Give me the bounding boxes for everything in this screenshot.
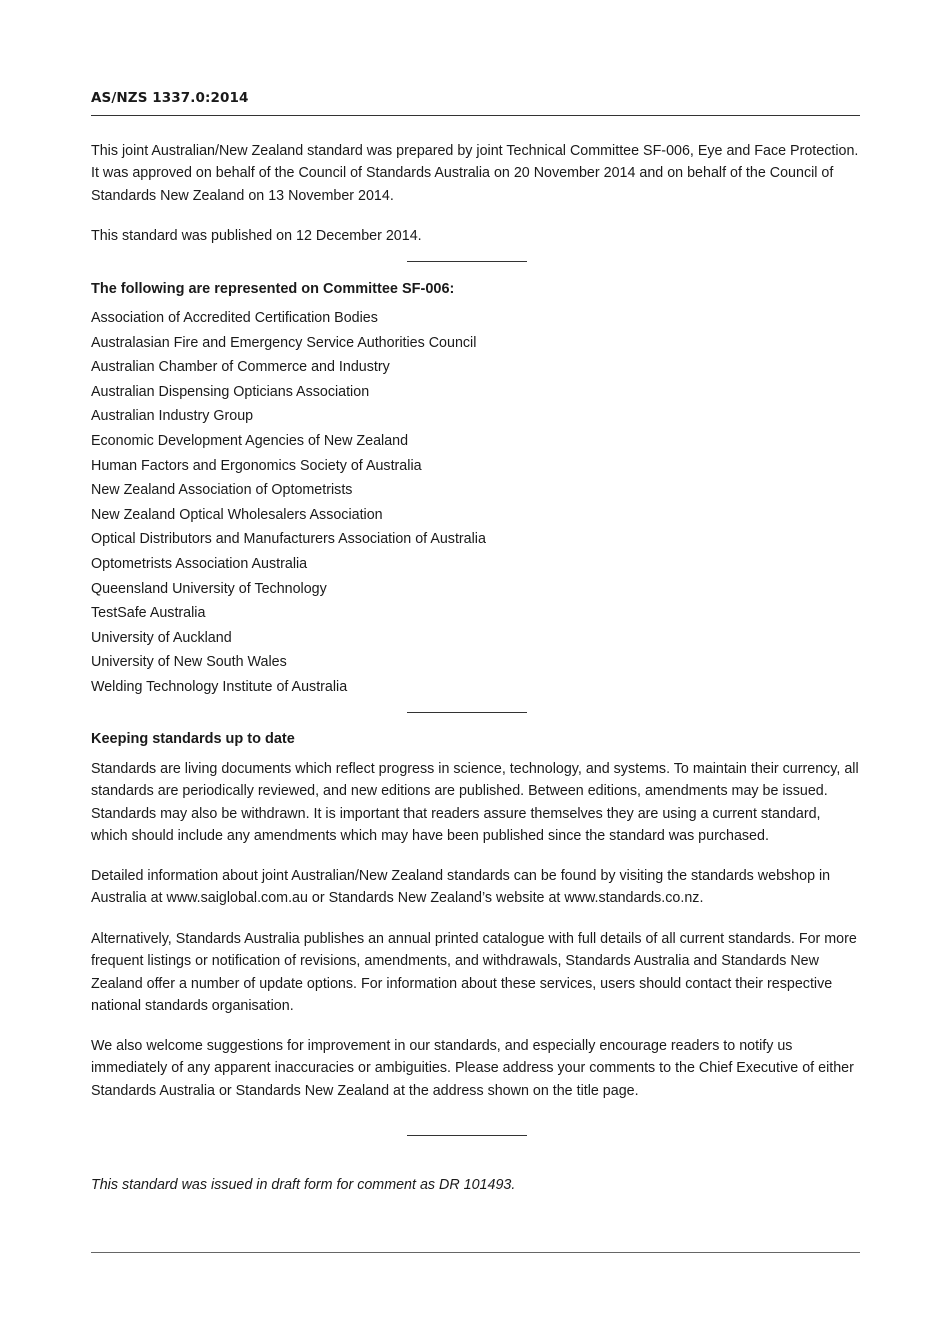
- list-item: Human Factors and Ergonomics Society of Australia: [91, 457, 422, 474]
- list-item: Australian Chamber of Commerce and Industry: [91, 359, 390, 376]
- section-divider-1: [407, 261, 527, 262]
- list-item: Optical Distributors and Manufacturers Association of Australia: [91, 531, 486, 548]
- committee-member-list: [91, 307, 486, 701]
- list-item: Association of Accredited Certification Bodies: [91, 310, 378, 326]
- list-item: Australian Dispensing Opticians Association: [91, 383, 370, 400]
- draft-note: This standard was issued in draft form for comment as DR 101493.: [91, 1177, 516, 1193]
- suggestions-paragraph: We also welcome suggestions for improvement in our standards, and especially encourage readers to notify us immediately of any apparent inaccuracies or ambiguities. Please address your comments to the Chief Executive of either Standards Australia or Standards New Zealand at the address shown on the title page.: [91, 1038, 854, 1099]
- list-item: Welding Technology Institute of Australia: [91, 678, 348, 695]
- list-item: Economic Development Agencies of New Zealand: [91, 432, 409, 449]
- approval-paragraph: This joint Australian/New Zealand standard was prepared by joint Technical Committee SF-006, Eye and Face Protection. It was approved on behalf of the Council of Standards Australia on 20 November 2014 and on behalf of the Council of Standards New Zealand on 13 November 2014.: [91, 143, 859, 204]
- list-item: University of New South Wales: [91, 654, 287, 671]
- list-item: New Zealand Optical Wholesalers Association: [91, 506, 383, 523]
- living-documents-paragraph: Standards are living documents which reflect progress in science, technology, and systems. To maintain their currency, all standards are periodically reviewed, and new editions are published. Between editions, amendments may be issued. Standards may also be withdrawn. It is important that readers assure themselves they are using a current standard, which should include any amendments which may have been published since the standard was purchased.: [91, 761, 859, 845]
- list-item: Queensland University of Technology: [91, 580, 327, 597]
- keeping-up-to-date-heading: Keeping standards up to date: [91, 731, 295, 747]
- footer-rule: [91, 1252, 860, 1253]
- committee-heading: The following are represented on Committee SF-006:: [91, 281, 455, 297]
- list-item: University of Auckland: [91, 629, 232, 646]
- list-item: Australian Industry Group: [91, 408, 254, 425]
- section-divider-2: [407, 712, 527, 713]
- section-divider-3: [407, 1135, 527, 1136]
- publication-paragraph: This standard was published on 12 December 2014.: [91, 228, 422, 244]
- document-identifier: AS/NZS 1337.0:2014: [91, 90, 249, 106]
- webshop-paragraph: Detailed information about joint Australian/New Zealand standards can be found by visiting the standards webshop in Australia at www.saiglobal.com.au or Standards New Zealand’s website at www.standards.co.nz.: [91, 868, 831, 907]
- header-rule: [91, 115, 860, 116]
- list-item: TestSafe Australia: [91, 605, 206, 622]
- catalogue-paragraph: Alternatively, Standards Australia publishes an annual printed catalogue with full details of all current standards. For more frequent listings or notification of revisions, amendments, and withdrawals, Standards Australia and Standards New Zealand offer a number of update options. For information about these services, users should contact their respective national standards organisation.: [91, 931, 857, 1015]
- list-item: Optometrists Association Australia: [91, 555, 308, 572]
- list-item: Australasian Fire and Emergency Service Authorities Council: [91, 334, 477, 351]
- list-item: New Zealand Association of Optometrists: [91, 482, 353, 499]
